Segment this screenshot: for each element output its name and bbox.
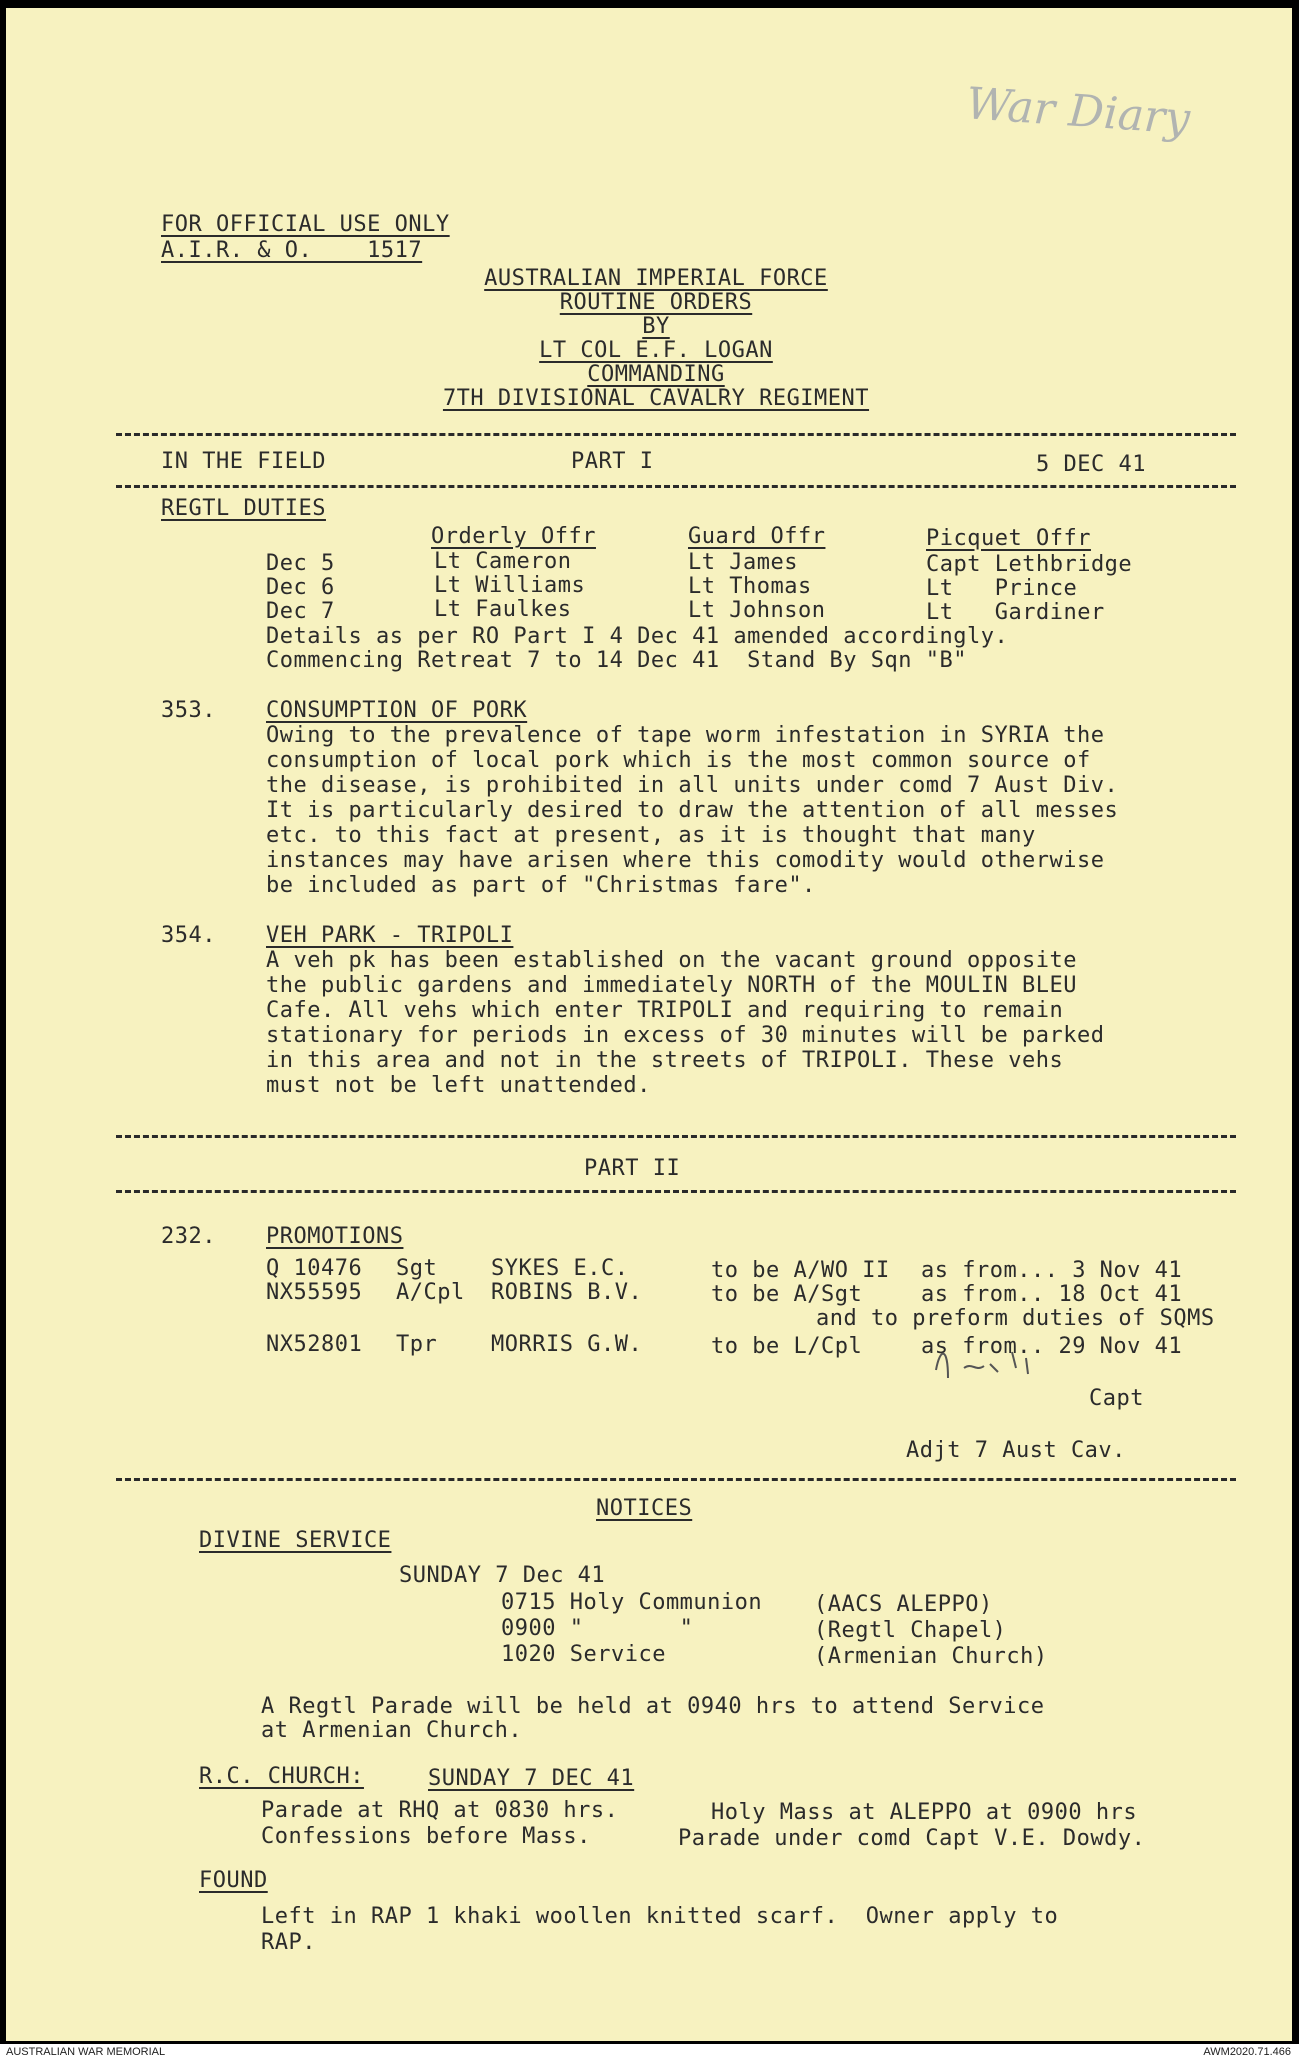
rc-note: Parade under comd Capt V.E. Dowdy. xyxy=(678,1826,1146,1851)
location-label: IN THE FIELD xyxy=(161,449,326,474)
divider xyxy=(116,485,1236,488)
service-time: 0900 " " xyxy=(501,1616,694,1641)
divider xyxy=(116,433,1236,436)
promotion-date: as from.. 29 Nov 41 xyxy=(921,1334,1183,1359)
duty-note: Details as per RO Part I 4 Dec 41 amended accordingly. xyxy=(266,624,1009,649)
title-line-3: BY xyxy=(642,314,670,339)
parade-note: at Armenian Church. xyxy=(261,1718,523,1743)
title-line-2: ROUTINE ORDERS xyxy=(559,290,753,315)
member-name: ROBINS B.V. xyxy=(491,1280,643,1305)
signature xyxy=(926,1328,1066,1398)
column-picquet-offr: Picquet Offr xyxy=(926,526,1091,551)
signature-title: Adjt 7 Aust Cav. xyxy=(906,1438,1126,1463)
part-two-label: PART II xyxy=(584,1156,681,1181)
item-line: must not be left unattended. xyxy=(266,1073,651,1098)
duty-guard: Lt James xyxy=(688,550,798,575)
rc-church-heading: R.C. CHURCH: xyxy=(199,1764,364,1789)
item-number: 353. xyxy=(161,698,216,723)
notices-heading: NOTICES xyxy=(596,1496,693,1521)
column-guard-offr: Guard Offr xyxy=(688,524,826,549)
duty-guard: Lt Thomas xyxy=(688,574,812,599)
signature-rank: Capt xyxy=(1089,1386,1144,1411)
item-line: etc. to this fact at present, as it is thought that many xyxy=(266,823,1036,848)
item-line: Cafe. All vehs which enter TRIPOLI and requiring to remain xyxy=(266,998,1064,1023)
rank: Tpr xyxy=(396,1332,438,1357)
title-line-6: 7TH DIVISIONAL CAVALRY REGIMENT xyxy=(442,386,870,411)
found-note: RAP. xyxy=(261,1930,316,1955)
service-place: (AACS ALEPPO) xyxy=(814,1592,993,1617)
archive-name: AUSTRALIAN WAR MEMORIAL xyxy=(6,2046,166,2058)
item-line: consumption of local pork which is the most common source of xyxy=(266,748,1091,773)
duty-guard: Lt Johnson xyxy=(688,598,826,623)
service-place: (Regtl Chapel) xyxy=(814,1618,1007,1643)
reference-number: A.I.R. & O. 1517 xyxy=(161,238,423,263)
rank: A/Cpl xyxy=(396,1280,465,1305)
promotion-action: to be L/Cpl xyxy=(711,1334,863,1359)
duty-orderly: Lt Faulkes xyxy=(434,597,572,622)
service-time: 0715 Holy Communion xyxy=(501,1590,763,1615)
divine-service-heading: DIVINE SERVICE xyxy=(199,1528,392,1553)
item-title: CONSUMPTION OF PORK xyxy=(266,698,528,723)
title-line-5: COMMANDING xyxy=(587,362,725,387)
item-line: It is particularly desired to draw the attention of all messes xyxy=(266,798,1119,823)
duty-picquet: Lt Gardiner xyxy=(926,600,1105,625)
member-name: MORRIS G.W. xyxy=(491,1332,643,1357)
item-number: 354. xyxy=(161,923,216,948)
service-time: 1020 Service xyxy=(501,1642,666,1667)
promotion-date: as from... 3 Nov 41 xyxy=(921,1258,1183,1283)
duty-orderly: Lt Williams xyxy=(434,573,586,598)
promotion-date: as from.. 18 Oct 41 xyxy=(921,1282,1183,1307)
rank: Sgt xyxy=(396,1256,438,1281)
item-number: 232. xyxy=(161,1224,216,1249)
archive-reference: AWM2020.71.466 xyxy=(1203,2046,1291,2058)
found-note: Left in RAP 1 khaki woollen knitted scarf. Owner apply to xyxy=(261,1904,1059,1929)
duty-day: Dec 7 xyxy=(266,599,335,624)
item-title: VEH PARK - TRIPOLI xyxy=(266,923,514,948)
item-line: instances may have arisen where this comodity would otherwise xyxy=(266,848,1105,873)
part-one-label: PART I xyxy=(571,449,654,474)
service-number: NX55595 xyxy=(266,1280,363,1305)
service-number: NX52801 xyxy=(266,1332,363,1357)
service-place: (Armenian Church) xyxy=(814,1644,1048,1669)
item-line: in this area and not in the streets of TRIPOLI. These vehs xyxy=(266,1048,1064,1073)
rc-church-date: SUNDAY 7 DEC 41 xyxy=(428,1766,635,1791)
found-heading: FOUND xyxy=(199,1868,268,1893)
promotion-action: to be A/Sgt xyxy=(711,1282,863,1307)
duty-note: Commencing Retreat 7 to 14 Dec 41 Stand By Sqn "B" xyxy=(266,648,968,673)
rc-note: Confessions before Mass. xyxy=(261,1824,591,1849)
title-line-4: LT COL E.F. LOGAN xyxy=(539,338,773,363)
item-line: Owing to the prevalence of tape worm infestation in SYRIA the xyxy=(266,723,1105,748)
item-line: stationary for periods in excess of 30 minutes will be parked xyxy=(266,1023,1105,1048)
regtl-duties-heading: REGTL DUTIES xyxy=(161,496,326,521)
item-line: A veh pk has been established on the vacant ground opposite xyxy=(266,948,1077,973)
order-date: 5 DEC 41 xyxy=(1036,452,1146,477)
column-orderly-offr: Orderly Offr xyxy=(431,524,596,549)
handwritten-note: War Diary xyxy=(964,78,1192,145)
document-sheet xyxy=(6,8,1292,2041)
promotion-action: to be A/WO II xyxy=(711,1258,890,1283)
restriction-label: FOR OFFICIAL USE ONLY xyxy=(161,212,450,237)
item-line: be included as part of "Christmas fare". xyxy=(266,873,816,898)
item-line: the public gardens and immediately NORTH of the MOULIN BLEU xyxy=(266,973,1077,998)
duty-day: Dec 6 xyxy=(266,575,335,600)
promotions-heading: PROMOTIONS xyxy=(266,1224,404,1249)
rc-note: Holy Mass at ALEPPO at 0900 hrs xyxy=(711,1800,1138,1825)
duty-day: Dec 5 xyxy=(266,551,335,576)
archive-footer xyxy=(0,2044,1299,2061)
divider xyxy=(116,1135,1236,1138)
title-line-1: AUSTRALIAN IMPERIAL FORCE xyxy=(484,266,828,291)
duty-picquet: Capt Lethbridge xyxy=(926,552,1133,577)
divine-service-date: SUNDAY 7 Dec 41 xyxy=(399,1563,606,1588)
divider xyxy=(116,1478,1236,1481)
parade-note: A Regtl Parade will be held at 0940 hrs to attend Service xyxy=(261,1694,1045,1719)
rc-note: Parade at RHQ at 0830 hrs. xyxy=(261,1798,619,1823)
item-line: the disease, is prohibited in all units under comd 7 Aust Div. xyxy=(266,773,1119,798)
promotion-note: and to preform duties of SQMS xyxy=(816,1306,1215,1331)
service-number: Q 10476 xyxy=(266,1256,363,1281)
divider xyxy=(116,1190,1236,1193)
duty-picquet: Lt Prince xyxy=(926,576,1078,601)
member-name: SYKES E.C. xyxy=(491,1256,629,1281)
duty-orderly: Lt Cameron xyxy=(434,549,572,574)
